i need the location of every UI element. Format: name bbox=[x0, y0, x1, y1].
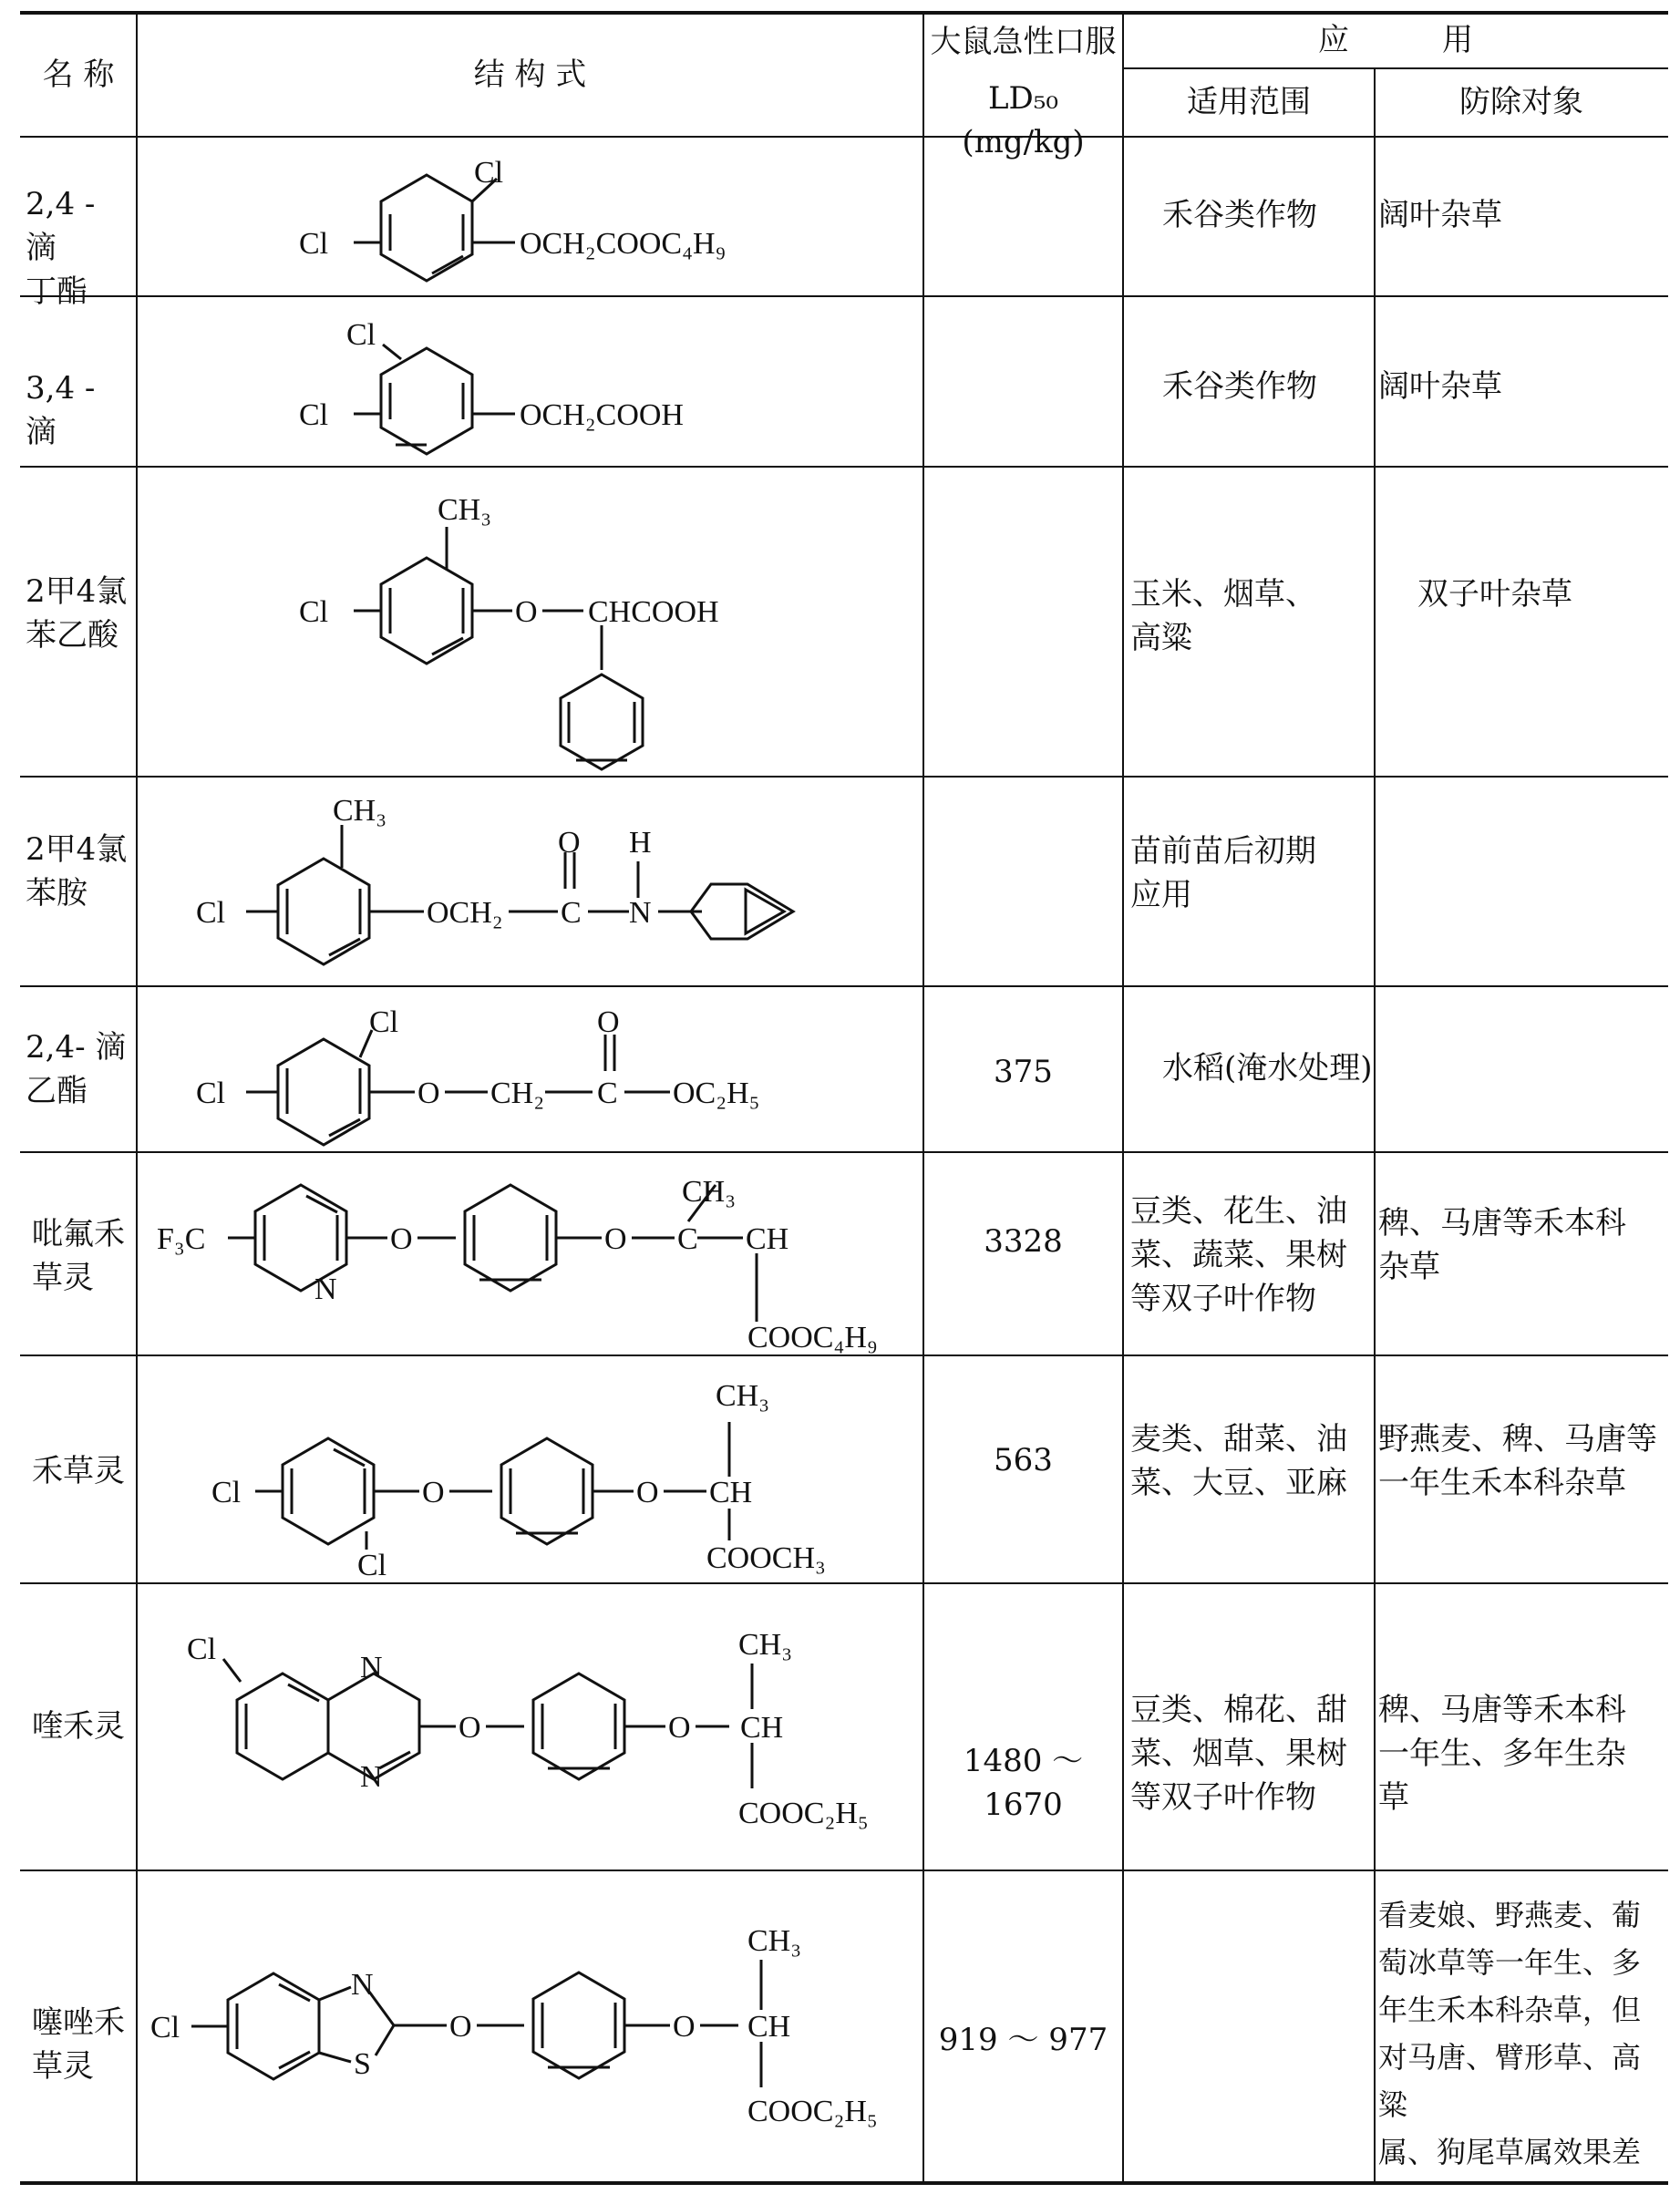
r9-a: Cl bbox=[150, 2011, 180, 2045]
r5-d: CH₂ bbox=[490, 1076, 545, 1110]
r9-c: S bbox=[354, 2047, 371, 2081]
header-structure: 结 构 式 bbox=[473, 57, 587, 93]
r8-a: Cl bbox=[187, 1633, 217, 1666]
r9-e: O bbox=[673, 2010, 696, 2044]
r5-a: Cl bbox=[369, 1005, 399, 1039]
r1-c: OCH₂COOC₄H₉ bbox=[520, 227, 727, 261]
row6-ld50: 3328 bbox=[984, 1223, 1063, 1260]
r8-b: N bbox=[360, 1651, 383, 1684]
r9-g: CH₃ bbox=[747, 1924, 802, 1958]
r5-f: O bbox=[597, 1005, 620, 1039]
r9-d: O bbox=[449, 2010, 472, 2044]
row7-target: 野燕麦、稗、马唐等 一年生禾本科杂草 bbox=[1378, 1421, 1657, 1501]
header-ld50-line2: LD₅₀ (mg/kg) bbox=[962, 80, 1085, 160]
r4-a: CH₃ bbox=[333, 794, 387, 828]
r2-a: Cl bbox=[346, 318, 376, 352]
r6-a: F₃C bbox=[157, 1222, 206, 1256]
r8-d: O bbox=[459, 1711, 481, 1745]
r4-d: C bbox=[561, 896, 582, 930]
r4-g: H bbox=[629, 826, 652, 860]
r9-h: COOC₂H₅ bbox=[747, 2095, 878, 2128]
r3-c: O bbox=[515, 595, 538, 629]
r9-f: CH bbox=[747, 2010, 791, 2044]
r3-d: CHCOOH bbox=[588, 595, 719, 629]
header-target: 防除对象 bbox=[1459, 84, 1583, 120]
r6-b: N bbox=[314, 1272, 337, 1306]
r3-a: CH₃ bbox=[438, 493, 492, 527]
r7-f: CH₃ bbox=[716, 1379, 770, 1413]
row4-name: 2甲4氯 苯胺 bbox=[26, 831, 128, 912]
r1-b: Cl bbox=[299, 227, 329, 261]
row6-name: 吡氟禾 草灵 bbox=[32, 1216, 125, 1296]
r7-b: Cl bbox=[357, 1549, 387, 1582]
row6-target: 稗、马唐等禾本科 杂草 bbox=[1378, 1205, 1626, 1285]
r8-c: N bbox=[360, 1760, 383, 1794]
row8-name: 喹禾灵 bbox=[32, 1708, 125, 1745]
row1-scope: 禾谷类作物 bbox=[1162, 197, 1317, 233]
row1-target: 阔叶杂草 bbox=[1378, 197, 1502, 233]
row3-target: 双子叶杂草 bbox=[1417, 576, 1572, 613]
row6-scope: 豆类、花生、油 菜、蔬菜、果树 等双子叶作物 bbox=[1130, 1193, 1347, 1317]
row2-name: 3,4 - 滴 bbox=[26, 370, 106, 450]
r7-e: CH bbox=[709, 1476, 753, 1509]
r6-f: CH bbox=[746, 1222, 789, 1256]
r7-c: O bbox=[422, 1476, 445, 1509]
row5-scope: 水稻(淹水处理) bbox=[1162, 1050, 1373, 1087]
row3-name: 2甲4氯 苯乙酸 bbox=[26, 573, 128, 654]
r3-b: Cl bbox=[299, 595, 329, 629]
r8-f: CH bbox=[740, 1711, 784, 1745]
r6-g: CH₃ bbox=[682, 1175, 737, 1209]
r2-c: OCH₂COOH bbox=[520, 398, 684, 432]
r2-b: Cl bbox=[299, 398, 329, 432]
r6-c: O bbox=[390, 1222, 413, 1256]
r5-b: Cl bbox=[196, 1076, 226, 1110]
header-application: 应 用 bbox=[1318, 22, 1473, 58]
row2-scope: 禾谷类作物 bbox=[1162, 368, 1317, 405]
r7-a: Cl bbox=[211, 1476, 242, 1509]
r6-d: O bbox=[604, 1222, 627, 1256]
r6-h: COOC₄H₉ bbox=[747, 1321, 878, 1355]
r6-e: C bbox=[677, 1222, 698, 1256]
row7-scope: 麦类、甜菜、油 菜、大豆、亚麻 bbox=[1130, 1421, 1347, 1501]
r7-g: COOCH₃ bbox=[706, 1541, 826, 1575]
row2-target: 阔叶杂草 bbox=[1378, 368, 1502, 405]
row4-scope: 苗前苗后初期 应用 bbox=[1130, 833, 1316, 913]
row5-name: 2,4- 滴 乙酯 bbox=[26, 1029, 127, 1109]
row8-target: 稗、马唐等禾本科 一年生、多年生杂 草 bbox=[1378, 1692, 1626, 1816]
r5-e: C bbox=[597, 1076, 618, 1110]
row8-scope: 豆类、棉花、甜 菜、烟草、果树 等双子叶作物 bbox=[1130, 1692, 1347, 1816]
r8-e: O bbox=[668, 1711, 691, 1745]
header-ld50-line1: 大鼠急性口服 bbox=[930, 24, 1117, 60]
row9-target: 看麦娘、野燕麦、葡 萄冰草等一年生、多 年生禾本科杂草，但 对马唐、臂形草、高粱 属、狗尾草属效果差 bbox=[1378, 1898, 1642, 2169]
r9-b: N bbox=[351, 1968, 374, 2002]
row1-name: 2,4 - 滴 丁酯 bbox=[26, 186, 96, 310]
header-name: 名 称 bbox=[42, 57, 115, 93]
row7-ld50: 563 bbox=[994, 1442, 1053, 1478]
row9-name: 噻唑禾 草灵 bbox=[32, 2004, 125, 2085]
r7-d: O bbox=[636, 1476, 659, 1509]
r1-a: Cl bbox=[474, 156, 504, 190]
row9-ld50: 919 ～ 977 bbox=[938, 2022, 1108, 2058]
r8-h: COOC₂H₅ bbox=[738, 1797, 869, 1830]
r4-b: Cl bbox=[196, 896, 226, 930]
header-scope: 适用范围 bbox=[1187, 84, 1311, 120]
r5-g: OC₂H₅ bbox=[673, 1076, 760, 1110]
r8-g: CH₃ bbox=[738, 1628, 793, 1662]
r4-e: O bbox=[558, 826, 581, 860]
r4-f: N bbox=[629, 896, 652, 930]
row5-ld50: 375 bbox=[994, 1054, 1053, 1090]
r5-c: O bbox=[417, 1076, 440, 1110]
r4-c: OCH₂ bbox=[427, 896, 503, 930]
row7-name: 禾草灵 bbox=[32, 1453, 125, 1489]
row8-ld50: 1480 ～ 1670 bbox=[963, 1743, 1093, 1823]
row3-scope: 玉米、烟草、 高粱 bbox=[1130, 576, 1316, 656]
